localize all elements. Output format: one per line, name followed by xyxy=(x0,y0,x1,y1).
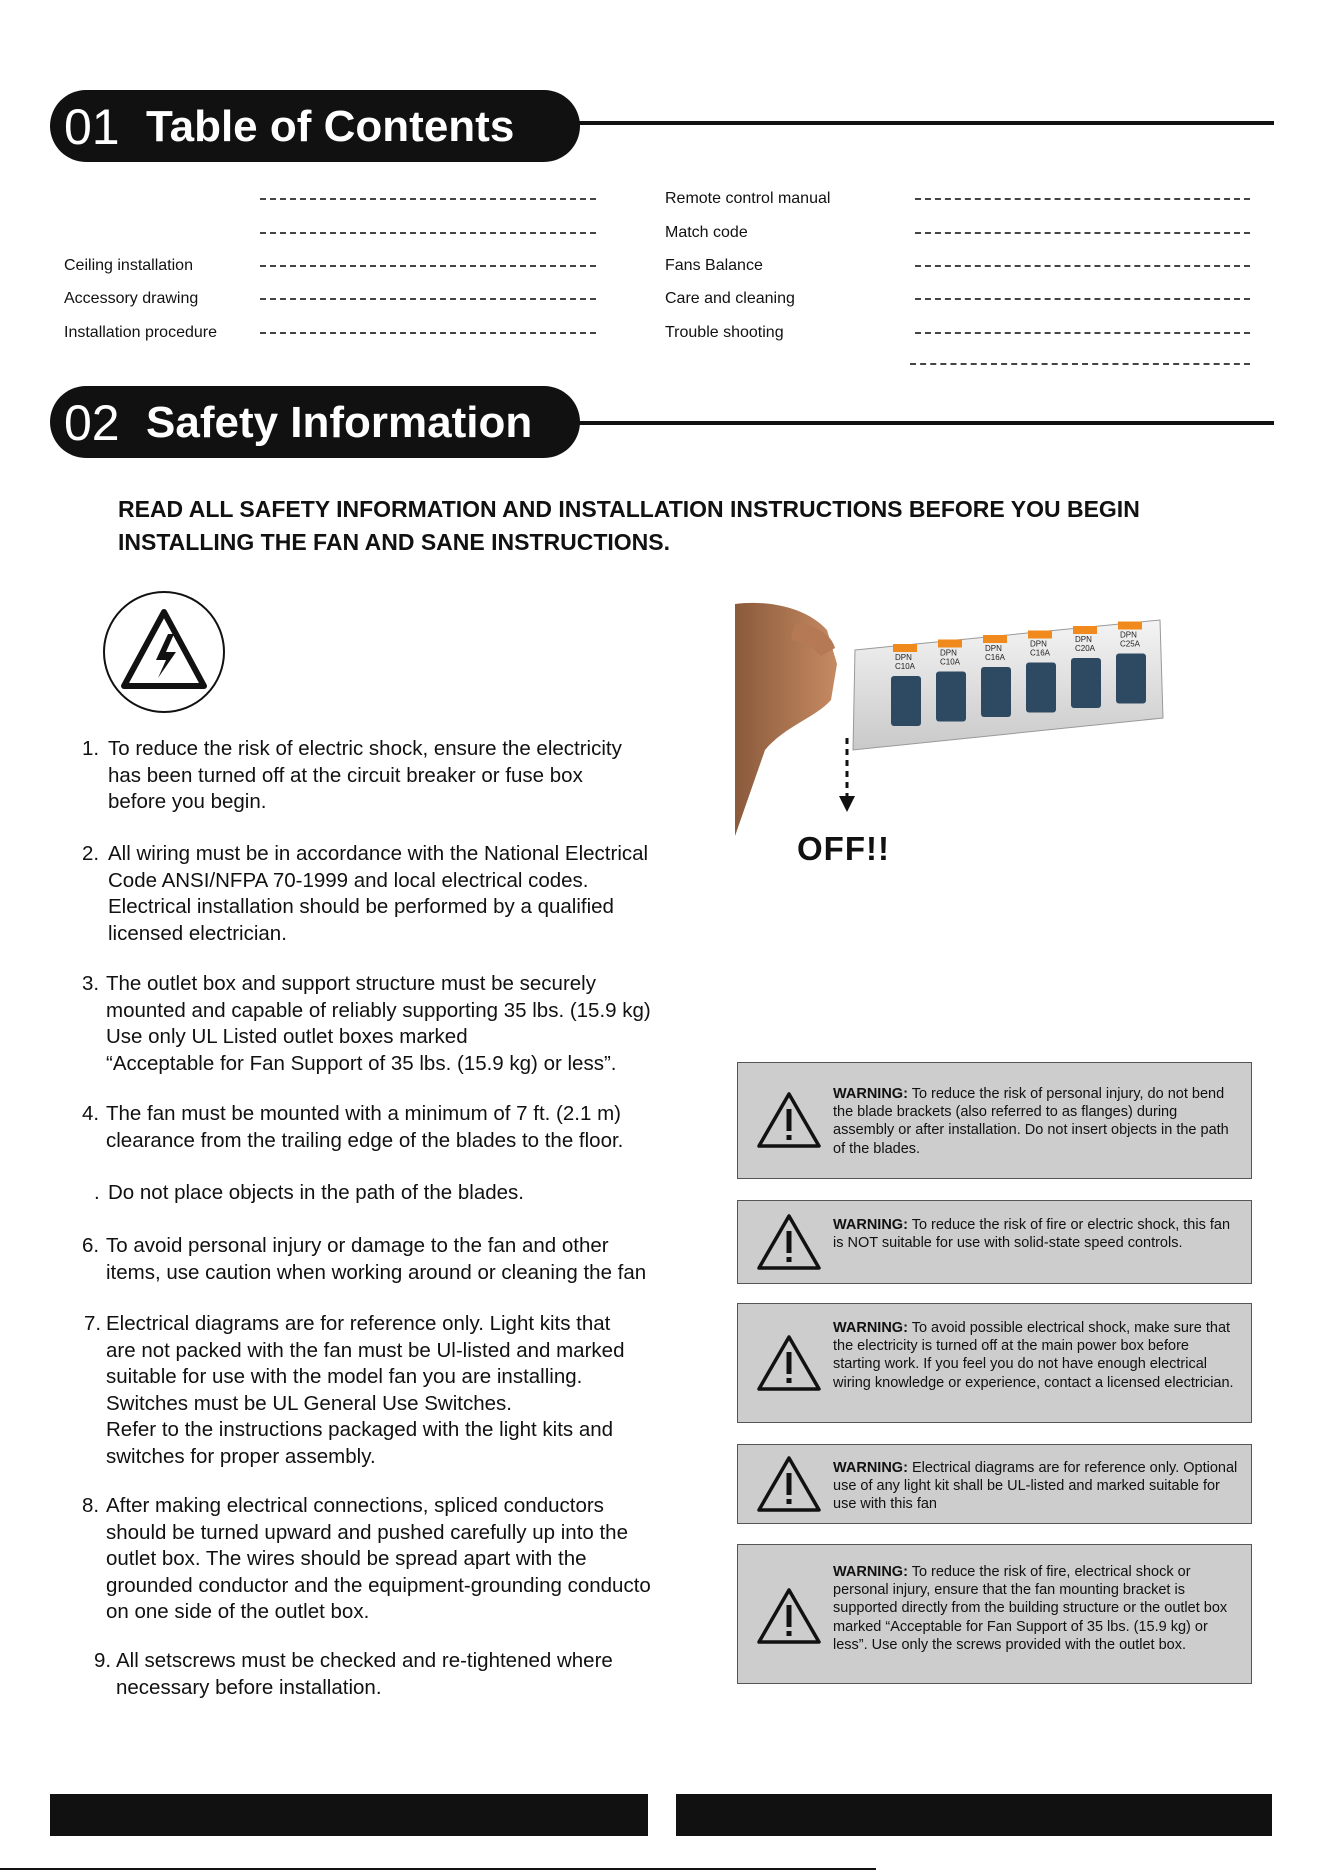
section-title: Table of Contents xyxy=(146,102,515,151)
toc-leader xyxy=(915,265,1250,267)
toc-leader xyxy=(260,265,596,267)
section-title: Safety Information xyxy=(146,398,533,447)
breaker-switch xyxy=(981,667,1011,717)
toc-leader xyxy=(260,298,596,300)
breaker-label: C10A xyxy=(895,662,916,671)
warning-box xyxy=(737,1303,1252,1423)
section-number: 01 xyxy=(64,99,120,155)
item-number: 9. xyxy=(94,1649,112,1672)
circuit-breaker-illustration xyxy=(735,600,1165,840)
toc-entry[interactable] xyxy=(64,318,596,348)
toc-leader xyxy=(915,232,1250,234)
breaker-label: C25A xyxy=(1120,639,1141,649)
warning-triangle-icon xyxy=(756,1587,822,1645)
section-rule xyxy=(578,421,1274,425)
safety-intro: READ ALL SAFETY INFORMATION AND INSTALLATION INSTRUCTIONS BEFORE YOU BEGIN INSTALLING THE FAN AND SANE INSTRUCTIONS. xyxy=(118,496,1140,555)
toc-leader xyxy=(260,232,596,234)
warning-text: WARNING: Electrical diagrams are for reference only. Optional use of any light kit shall be UL-listed and marked suitable for use with this fan xyxy=(833,1460,1238,1513)
item-number: 6. xyxy=(82,1234,100,1257)
section-number: 02 xyxy=(64,395,120,451)
breaker-switch xyxy=(1071,658,1101,708)
item-number: 3. xyxy=(82,972,100,995)
section-header-toc xyxy=(50,90,580,162)
toc-entry[interactable] xyxy=(665,318,1250,348)
breaker-label: C10A xyxy=(940,657,961,667)
toc-entry-label: Fans Balance xyxy=(665,257,763,274)
toc-entry[interactable] xyxy=(665,218,1250,248)
footer-bar-right xyxy=(676,1794,1272,1836)
warning-text: WARNING: To reduce the risk of fire, electrical shock or personal injury, ensure that the fan mounting bracket is supported directly from the building structure or the outlet box marked “Acceptable for Fan Support of 35 lbs. (15.9 kg) or less”. Use only the screws provided with the outlet box. xyxy=(833,1564,1228,1653)
item-text: Electrical diagrams are for reference only. Light kits that are not packed with the fan must be Ul-listed and marked suitable for use with the model fan you are installing. Switches must be UL General Use Switches. Refer to the instructions packaged with the light kits and switches for proper assembly. xyxy=(106,1312,625,1468)
toc-leader xyxy=(910,363,1250,365)
warning-triangle-icon xyxy=(756,1091,822,1149)
footer-bar-left xyxy=(50,1794,648,1836)
toc-entry-label: Remote control manual xyxy=(665,190,831,207)
warning-triangle-icon xyxy=(756,1334,822,1392)
toc-entry[interactable] xyxy=(665,251,1250,281)
off-label: OFF!! xyxy=(797,830,890,867)
warning-triangle-icon xyxy=(756,1213,822,1271)
item-text: After making electrical connections, spliced conductors should be turned upward and pushed carefully up into the outlet box. The wires should be spread apart with the grounded conductor and the equipment-grounding conducto on one side of the outlet box. xyxy=(106,1494,651,1623)
warning-text: WARNING: To reduce the risk of fire or electric shock, this fan is NOT suitable for use with solid-state speed controls. xyxy=(833,1217,1231,1252)
breaker-label: DPN xyxy=(1075,635,1092,644)
item-text: To reduce the risk of electric shock, ensure the electricity has been turned off at the circuit breaker or fuse box before you begin. xyxy=(108,737,622,813)
item-number: 1. xyxy=(82,737,100,760)
toc-entry-label: Installation procedure xyxy=(64,324,217,341)
toc-entry[interactable] xyxy=(905,349,1250,379)
toc-entry-label: Ceiling installation xyxy=(64,257,193,274)
item-text: All wiring must be in accordance with the National Electrical Code ANSI/NFPA 70-1999 and local electrical codes. Electrical installation should be performed by a qualified licensed electrician. xyxy=(108,842,649,945)
warning-box xyxy=(737,1062,1252,1179)
breaker-label: DPN xyxy=(940,648,957,658)
circuit-breaker-photo xyxy=(735,600,1165,840)
item-number: . xyxy=(94,1181,100,1204)
breaker-label: DPN xyxy=(985,644,1002,653)
item-number: 8. xyxy=(82,1494,100,1517)
toc-entry-label: Accessory drawing xyxy=(64,290,199,307)
toc-entry[interactable] xyxy=(665,284,1250,314)
toc-entry-label: Trouble shooting xyxy=(665,324,784,341)
warning-box xyxy=(737,1544,1252,1684)
breaker-label: DPN xyxy=(1030,639,1047,649)
warning-text: WARNING: To reduce the risk of personal injury, do not bend the blade brackets (also referred to as flanges) during assembly or after installation. Do not insert objects in the path of the blades. xyxy=(833,1086,1229,1157)
item-text: All setscrews must be checked and re-tightened where necessary before installation. xyxy=(116,1649,613,1699)
warning-text: WARNING: To avoid possible electrical shock, make sure that the electricity is turned off at the main power box before starting work. If you feel you do not have enough electrical wiring knowledge or experience, contact a licensed electrician. xyxy=(833,1320,1234,1391)
warning-box xyxy=(737,1444,1252,1524)
section-rule xyxy=(578,121,1274,125)
breaker-label: C16A xyxy=(985,653,1006,662)
toc-entry-label: Match code xyxy=(665,224,748,241)
toc-entry[interactable] xyxy=(64,218,596,248)
toc-leader xyxy=(915,198,1250,200)
toc-entry[interactable] xyxy=(64,251,596,281)
toc-entry-label: Care and cleaning xyxy=(665,290,795,307)
breaker-switch xyxy=(1116,654,1146,704)
toc-entry[interactable] xyxy=(64,184,596,214)
toc-leader xyxy=(915,298,1250,300)
item-number: 7. xyxy=(84,1312,102,1335)
warning-triangle-icon xyxy=(756,1455,822,1513)
toc-leader xyxy=(915,332,1250,334)
item-number: 4. xyxy=(82,1102,100,1125)
breaker-switch xyxy=(1026,663,1056,713)
breaker-label: DPN xyxy=(1120,630,1137,640)
electric-hazard-icon xyxy=(103,591,225,713)
breaker-switch xyxy=(936,672,966,722)
item-text: The fan must be mounted with a minimum of 7 ft. (2.1 m) clearance from the trailing edge of the blades to the floor. xyxy=(106,1102,624,1152)
breaker-switch xyxy=(891,676,921,726)
toc-entry[interactable] xyxy=(665,184,1250,214)
item-text: Do not place objects in the path of the blades. xyxy=(108,1181,524,1204)
item-number: 2. xyxy=(82,842,100,865)
warning-box xyxy=(737,1200,1252,1284)
footer-line xyxy=(0,1868,876,1870)
breaker-label: DPN xyxy=(895,653,912,662)
toc-leader xyxy=(260,332,596,334)
section-header-safety xyxy=(50,386,580,458)
item-text: The outlet box and support structure must be securely mounted and capable of reliably supporting 35 lbs. (15.9 kg) Use only UL Listed outlet boxes marked “Acceptable for Fan Support of 35 lbs. (15.9 kg) or less”. xyxy=(106,972,651,1075)
toc-leader xyxy=(260,198,596,200)
item-text: To avoid personal injury or damage to the fan and other items, use caution when working around or cleaning the fan xyxy=(106,1234,647,1284)
breaker-label: C16A xyxy=(1030,648,1051,658)
toc-entry[interactable] xyxy=(64,284,596,314)
breaker-label: C20A xyxy=(1075,644,1096,653)
